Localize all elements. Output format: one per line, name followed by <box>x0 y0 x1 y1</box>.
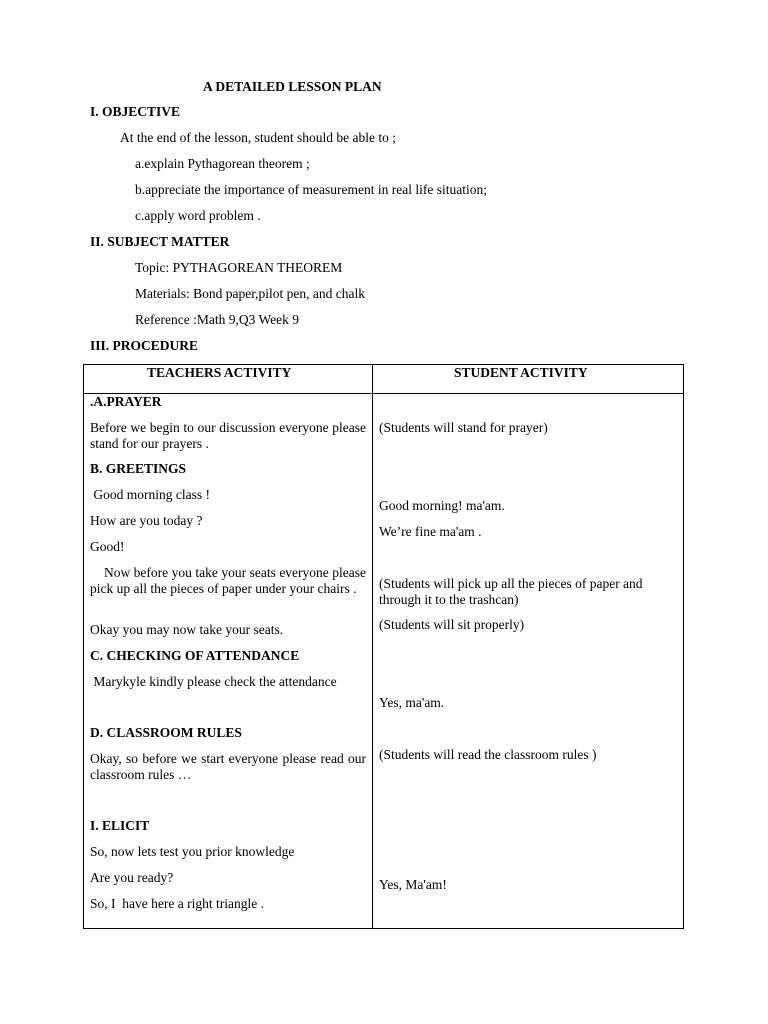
objective-intro: At the end of the lesson, student should be able to ; <box>120 130 396 145</box>
prayer-student-text: (Students will stand for prayer) <box>379 420 548 435</box>
elicit-heading: I. ELICIT <box>90 818 150 833</box>
attendance-heading: C. CHECKING OF ATTENDANCE <box>90 648 300 663</box>
document-title: A DETAILED LESSON PLAN <box>203 79 382 94</box>
greetings-student-paragraph: (Students will pick up all the pieces of paper and through it to the trashcan) <box>379 576 643 607</box>
topic-line: Topic: PYTHAGOREAN THEOREM <box>135 260 343 275</box>
objective-item: a.explain Pythagorean theorem ; <box>135 156 310 171</box>
subject-matter-heading: II. SUBJECT MATTER <box>90 234 230 249</box>
student-column-header: STUDENT ACTIVITY <box>454 365 588 380</box>
table-column-divider <box>372 364 373 929</box>
objective-item: c.apply word problem . <box>135 208 261 223</box>
greetings-student-line: We’re fine ma'am . <box>379 524 482 539</box>
materials-line: Materials: Bond paper,pilot pen, and chalk <box>135 286 366 301</box>
objective-item: b.appreciate the importance of measurement in real life situation; <box>135 182 487 197</box>
rules-heading: D. CLASSROOM RULES <box>90 725 242 740</box>
prayer-heading: .A.PRAYER <box>90 394 162 409</box>
rules-teacher-text: Okay, so before we start everyone please read our classroom rules … <box>90 751 366 782</box>
greetings-teacher-line: Good morning class ! <box>90 487 210 502</box>
greetings-teacher-line: How are you today ? <box>90 513 203 528</box>
procedure-heading: III. PROCEDURE <box>90 338 199 353</box>
teacher-column-header: TEACHERS ACTIVITY <box>147 365 292 380</box>
rules-student-text: (Students will read the classroom rules ) <box>379 747 597 762</box>
reference-line: Reference :Math 9,Q3 Week 9 <box>135 312 299 327</box>
greetings-heading: B. GREETINGS <box>90 461 187 476</box>
greetings-teacher-line: Okay you may now take your seats. <box>90 622 284 637</box>
attendance-student-text: Yes, ma'am. <box>379 695 445 710</box>
prayer-teacher-text: Before we begin to our discussion everyone please stand for our prayers . <box>90 420 366 451</box>
elicit-student-text: Yes, Ma'am! <box>379 877 447 892</box>
greetings-teacher-paragraph: Now before you take your seats everyone please pick up all the pieces of paper under your chairs . <box>90 565 370 596</box>
greetings-student-line: Good morning! ma'am. <box>379 498 505 513</box>
elicit-teacher-line: Are you ready? <box>90 870 174 885</box>
table-header-divider <box>83 393 684 394</box>
attendance-teacher-text: Marykyle kindly please check the attendance <box>90 674 337 689</box>
greetings-teacher-line: Good! <box>90 539 125 554</box>
elicit-teacher-line: So, now lets test you prior knowledge <box>90 844 295 859</box>
objective-heading: I. OBJECTIVE <box>90 104 181 119</box>
elicit-teacher-line: So, I have here a right triangle . <box>90 896 264 911</box>
greetings-student-line: (Students will sit properly) <box>379 617 525 632</box>
